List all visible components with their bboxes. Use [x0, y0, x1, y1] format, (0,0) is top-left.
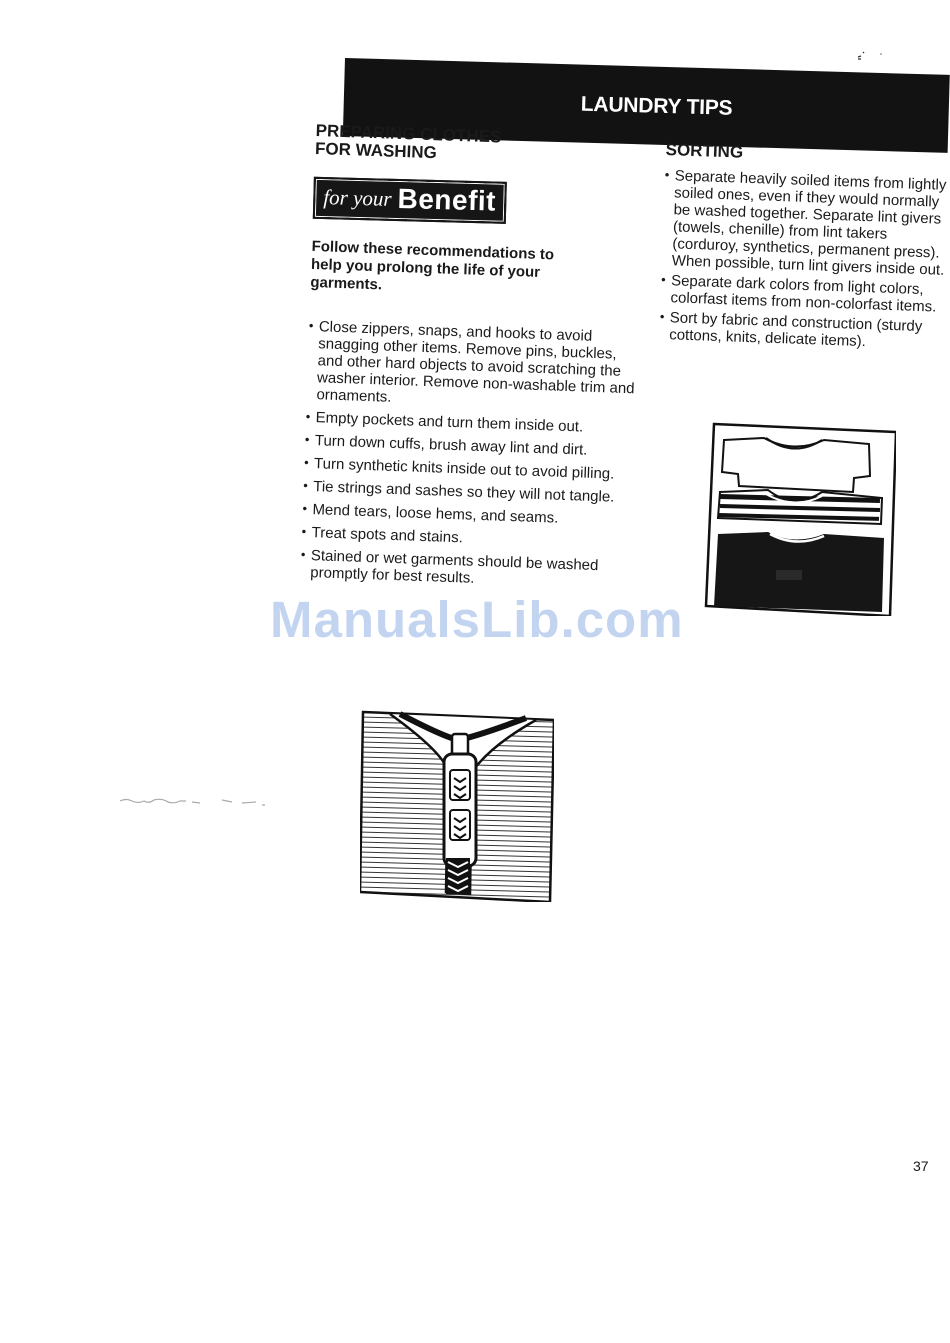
list-item: • Separate dark colors from light colors, colorfast items from non-colorfast items.: [660, 272, 950, 316]
zipper-illustration: [360, 710, 554, 902]
list-item: • Treat spots and stains.: [301, 524, 631, 553]
list-item: • Close zippers, snaps, and hooks to avoid snagging other items. Remove pins, buckles, and other hard objects to avoid scratching the washer interior. Remove non-washable trim and ornaments.: [306, 318, 639, 414]
corner-marks: [852, 48, 892, 62]
preparing-clothes-section: [300, 122, 646, 598]
list-item: • Stained or wet garments should be washed promptly for best results.: [300, 547, 631, 592]
watermark: ManualsLib.com: [270, 591, 684, 648]
sorting-section: [659, 141, 950, 356]
list-item: • Turn synthetic knits inside out to avoid pilling.: [304, 455, 634, 484]
list-item: • Separate heavily soiled items from lightly soiled ones, even if they would normally be washed together. Separate lint givers (towels, chenille) from lint takers (corduroy, synthetics, permanent press). When possible, turn lint givers inside out.: [662, 167, 950, 279]
for-your-benefit-badge: [313, 177, 507, 224]
sorting-heading: SORTING: [665, 140, 744, 162]
list-item: • Mend tears, loose hems, and seams.: [302, 501, 632, 530]
page-number: 37: [913, 1158, 929, 1174]
scan-specks: [118, 793, 268, 809]
list-item: • Sort by fabric and construction (sturdy cottons, knits, delicate items).: [659, 309, 950, 353]
preparing-heading: PREPARING CLOTHES FOR WASHING: [314, 121, 502, 163]
benefit-badge-big: Benefit: [397, 183, 497, 217]
sorted-shirts-illustration: [704, 420, 896, 616]
list-item: • Turn down cuffs, brush away lint and dirt.: [305, 432, 635, 461]
preparing-tips-list: [300, 318, 639, 592]
sorting-tips-list: [659, 167, 950, 353]
list-item: • Tie strings and sashes so they will not tangle.: [303, 478, 633, 507]
preparing-intro: Follow these recommendations to help you prolong the life of your garments.: [310, 237, 555, 294]
banner-title: LAUNDRY TIPS: [580, 92, 733, 120]
list-item: • Empty pockets and turn them inside out.: [305, 409, 635, 438]
benefit-badge-small: for your: [323, 184, 392, 211]
